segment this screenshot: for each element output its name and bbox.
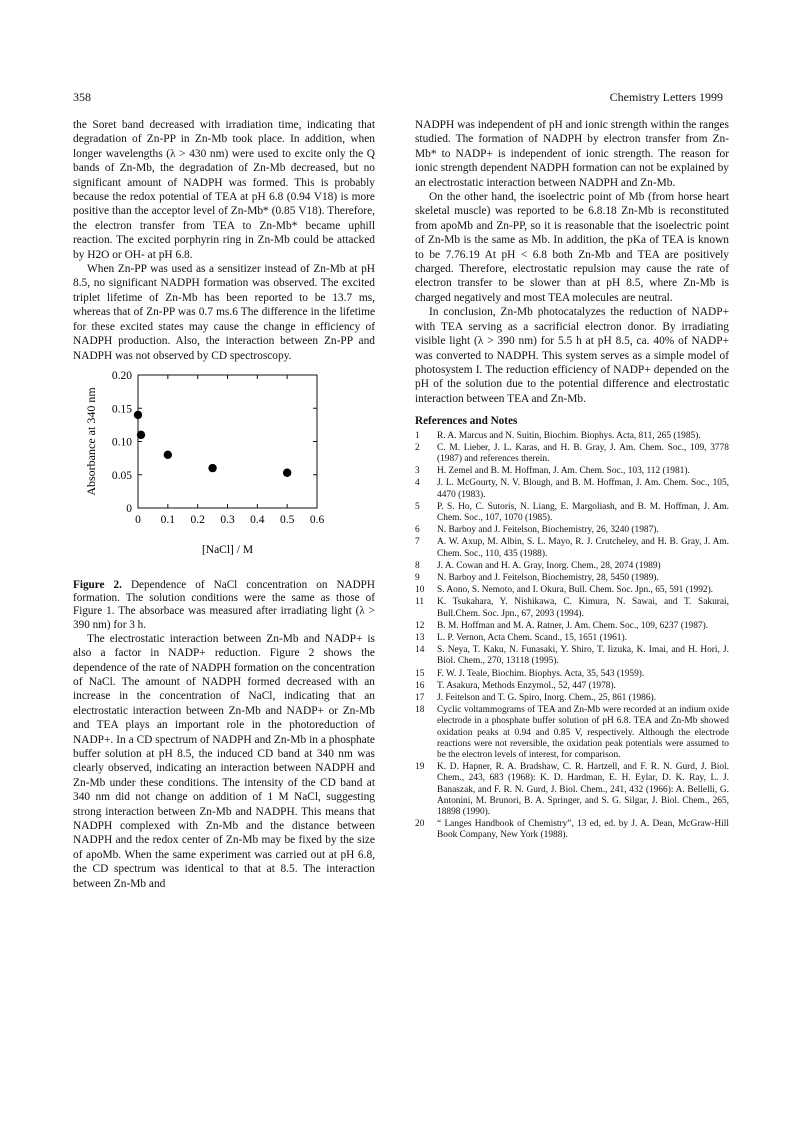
reference-number: 7 — [415, 537, 420, 548]
reference-number: 8 — [415, 560, 420, 571]
reference-text: J. A. Cowan and H. A. Gray, Inorg. Chem., 28, 2074 (1989) — [437, 560, 661, 571]
reference-text: “ Langes Handbook of Chemistry”, 13 ed, ed. by J. A. Dean, McGraw-Hill Book Company, New York (1988). — [437, 819, 729, 841]
reference-number: 10 — [415, 585, 425, 596]
x-tick-label: 0.3 — [220, 513, 235, 526]
reference-item — [415, 633, 729, 644]
reference-text: T. Asakura, Methods Enzymol., 52, 447 (1978). — [437, 680, 616, 691]
reference-number: 14 — [415, 645, 425, 656]
x-tick-label: 0.4 — [250, 513, 265, 526]
left-paragraph-3: The electrostatic interaction between Zn-Mb and NADP+ is also a factor in NADP+ reduction. Figure 2 shows the dependence of the rate of NADPH formation on the concentration of NaCl. The amount of NADPH formed decreased with an increase in the concentration of NaCl, indicating that an electrostatic interaction between Zn-Mb and NADP+ or Zn-Mb and TEA plays an important role in the photoreduction of NADP+. In a CD spectrum of NADPH and Zn-Mb in a phosphate buffer solution at pH 8.5, the induced CD band at 340 nm was clearly observed, indicating an interaction between NADPH and Zn-Mb under these conditions. The intensity of the CD band at 340 nm did not change on addition of 1 M NaCl, suggesting strong interaction between Zn-Mb and NADPH. This means that NADPH complexed with Zn-Mb and the distance between NADPH and the redox center of Zn-Mb may be fixed by the size of apoMb. When the same experiment was carried out at pH 6.8, the CD spectrum was identical to that at 8.5. The interaction between Zn-Mb and — [73, 632, 375, 890]
reference-number: 12 — [415, 620, 425, 631]
reference-text: P. S. Ho, C. Sutoris, N. Liang, E. Margoliash, and B. M. Hoffman, J. Am. Chem. Soc., 107, 1070 (1985). — [437, 501, 729, 523]
reference-number: 4 — [415, 478, 420, 489]
reference-item — [415, 762, 729, 818]
references-list — [415, 431, 729, 842]
right-paragraph-3: In conclusion, Zn-Mb photocatalyzes the reduction of NADP+ with TEA serving as a sacrificial electron donor. By irradiating visible light (λ > 390 nm) for 5.5 h at pH 8.5, ca. 40% of NADP+ was converted to NADPH. This system serves as a simple model of photosystem I. The reduction efficiency of NADP+ depended on the pH of the solution due to the potential difference and electrostatic interaction between TEA and Zn-Mb. — [415, 306, 729, 405]
reference-number: 6 — [415, 525, 420, 536]
y-axis-label: Absorbance at 340 nm — [84, 387, 98, 496]
reference-item — [415, 585, 729, 596]
figure-2-chart — [73, 367, 375, 577]
data-point — [283, 468, 291, 476]
left-paragraph-1: the Soret band decreased with irradiation time, indicating that degradation of Zn-PP in Zn-Mb took place. In addition, when longer wavelengths (λ > 430 nm) were used to excite only the Q bands of Zn-Mb, the degradation of Zn-Mb decreased, but no significant amount of NADPH was formed. This is probably because the redox potential of TEA at pH 6.8 (0.94 V18) is more positive than the acceptor level of Zn-Mb* (0.85 V18). Therefore, the electron transfer from TEA to Zn-Mb* became uphill reaction. The excited porphyrin ring in Zn-Mb could be attacked by H2O or OH- at pH 6.8. — [73, 119, 375, 261]
y-tick-label: 0 — [126, 502, 132, 515]
reference-text: H. Zemel and B. M. Hoffman, J. Am. Chem. Soc., 103, 112 (1981). — [437, 466, 690, 477]
x-axis-label: [NaCl] / M — [201, 543, 254, 556]
data-point — [134, 411, 142, 419]
reference-number: 16 — [415, 680, 425, 691]
data-point — [137, 431, 145, 439]
reference-item — [415, 525, 729, 536]
x-tick-label: 0.2 — [190, 513, 205, 526]
reference-number: 11 — [415, 597, 425, 608]
reference-text: K. Tsukahara, Y. Nishikawa, C. Kimura, N. Sawai, and T. Sakurai, Bull.Chem. Soc. Jpn., 67, 2093 (1994). — [437, 597, 729, 619]
reference-text: C. M. Lieber, J. L. Karas, and H. B. Gray, J. Am. Chem. Soc., 109, 3778 (1987) and references therein. — [437, 442, 729, 464]
y-tick-label: 0.15 — [111, 403, 132, 416]
x-tick-label: 0.5 — [279, 513, 295, 526]
reference-item — [415, 502, 729, 524]
reference-item — [415, 537, 729, 559]
journal-title: Chemistry Letters 1999 — [609, 90, 723, 104]
reference-item — [415, 597, 729, 619]
reference-text: R. A. Marcus and N. Suitin, Biochim. Biophys. Acta, 811, 265 (1985). — [437, 430, 701, 441]
reference-number: 19 — [415, 762, 425, 773]
reference-number: 13 — [415, 632, 425, 643]
reference-number: 17 — [415, 693, 425, 703]
reference-item — [415, 478, 729, 500]
figure-caption-label: Figure 2. — [73, 578, 122, 591]
reference-text: F. W. J. Teale, Biochim. Biophys. Acta, 35, 543 (1959). — [437, 668, 645, 679]
right-paragraph-1: NADPH was independent of pH and ionic strength within the ranges studied. The formation of NADPH by electron transfer from Zn-Mb* to NADP+ is independent of ionic strength. The reason for ionic strength dependent NADPH formation can not be explained by an electrostatic interaction between NADPH and Zn-Mb. — [415, 119, 729, 189]
y-tick-label: 0.05 — [111, 469, 132, 482]
references-title: References and Notes — [415, 415, 518, 428]
page-header — [73, 90, 723, 106]
reference-text: N. Barboy and J. Feitelson, Biochemistry, 26, 3240 (1987). — [437, 525, 659, 536]
data-point — [164, 451, 172, 459]
reference-item — [415, 466, 729, 477]
right-column — [415, 118, 729, 843]
reference-item — [415, 573, 729, 584]
x-tick-label: 0.6 — [309, 513, 325, 526]
reference-text: A. W. Axup, M. Albin, S. L. Mayo, R. J. Crutcheley, and H. B. Gray, J. Am. Chem. Soc., 110, 435 (1988). — [437, 537, 729, 559]
chart-svg — [73, 367, 375, 577]
plot-frame — [138, 375, 317, 508]
reference-item — [415, 681, 729, 692]
reference-text: Cyclic voltammograms of TEA and Zn-Mb were recorded at an indium oxide electrode in a phosphate buffer solution of pH 6.8. TEA and Zn-Mb showed oxidation peaks at 0.94 and 0.85 V, respectively. Although the electrode reactions were not reversible, the oxidation peak potentials were assumed to be the electron levels of interest, for comparison. — [437, 705, 729, 761]
reference-text: J. L. McGourty, N. V. Blough, and B. M. Hoffman, J. Am. Chem. Soc., 105, 4470 (1983). — [437, 478, 729, 500]
reference-item — [415, 693, 729, 704]
x-tick-label: 0.1 — [160, 513, 176, 526]
reference-item — [415, 705, 729, 761]
reference-item — [415, 431, 729, 442]
data-point — [208, 464, 216, 472]
reference-item — [415, 819, 729, 841]
reference-number: 3 — [415, 466, 420, 477]
figure-2-caption — [73, 579, 375, 632]
reference-text: S. Neya, T. Kaku, N. Funasaki, Y. Shiro, T. Iizuka, K. Imai, and H. Hori, J. Biol. Chem., 270, 13118 (1995). — [437, 645, 729, 667]
reference-text: K. D. Hapner, R. A. Bradshaw, C. R. Hartzell, and F. R. N. Gurd, J. Biol. Chem., 243, 683 (1968): K. D. Hardman, E. H. Eylar, D. K. Ray, L. J. Banaszak, and F. R. N. Gurd, J. Biol. Chem., 241, 432 (1966): A. Bellelli, G. Antonini, M. Brunori, B. A. Springer, and S. G. Silgar, J. Biol. Chem., 265, 18898 (1990). — [437, 762, 729, 818]
reference-text: B. M. Hoffman and M. A. Ratner, J. Am. Chem. Soc., 109, 6237 (1987). — [437, 620, 709, 631]
left-column — [73, 118, 375, 891]
left-paragraph-2: When Zn-PP was used as a sensitizer instead of Zn-Mb at pH 8.5, no significant NADPH formation was observed. The excited triplet lifetime of Zn-Mb has been reported to be 13.7 ms, whereas that of Zn-PP was 0.7 ms.6 The difference in the lifetime for these excited states may cause the change in efficiency of NADPH production. Also, the interaction between Zn-PP and NADPH was not observed by CD spectroscopy. — [73, 263, 375, 362]
reference-number: 5 — [415, 501, 420, 512]
reference-number: 20 — [415, 819, 425, 830]
reference-item — [415, 443, 729, 465]
reference-item — [415, 669, 729, 680]
reference-number: 1 — [415, 430, 420, 441]
reference-number: 2 — [415, 442, 420, 453]
reference-number: 15 — [415, 668, 425, 679]
reference-number: 9 — [415, 572, 420, 583]
reference-item — [415, 621, 729, 632]
reference-item — [415, 645, 729, 667]
right-paragraph-2: On the other hand, the isoelectric point of Mb (from horse heart skeletal muscle) was reported to be 6.8.18 Zn-Mb is reconstituted from apoMb and Zn-PP, so it is reasonable that the isoelectric point of Zn-Mb is the same as Mb. In addition, the pKa of TEA is known to be 7.76.19 At pH < 6.8 both Zn-Mb and TEA are positively charged. Therefore, electrostatic repulsion may cause the rate of electron transfer to be slower than at pH 8.5, where Zn-Mb is charged negatively and most TEA molecules are neutral. — [415, 191, 729, 304]
reference-text: L. P. Vernon, Acta Chem. Scand., 15, 1651 (1961). — [437, 632, 627, 643]
y-tick-label: 0.10 — [111, 436, 132, 449]
figure-caption-text: Dependence of NaCl concentration on NADPH formation. The solution conditions were the same as those of Figure 1. The absorbace was measured after irradiating light (λ > 390 nm) for 3 h. — [73, 578, 375, 631]
reference-number: 18 — [415, 705, 425, 716]
page-number: 358 — [73, 90, 91, 104]
reference-item — [415, 561, 729, 572]
reference-text: N. Barboy and J. Feitelson, Biochemistry, 28, 5450 (1989). — [437, 572, 659, 583]
y-tick-label: 0.20 — [111, 369, 132, 382]
x-tick-label: 0 — [135, 513, 141, 526]
reference-text: S. Aono, S. Nemoto, and I. Okura, Bull. Chem. Soc. Jpn., 65, 591 (1992). — [437, 585, 714, 596]
reference-text: J. Feitelson and T. G. Spiro, Inorg. Chem., 25, 861 (1986). — [437, 693, 656, 703]
